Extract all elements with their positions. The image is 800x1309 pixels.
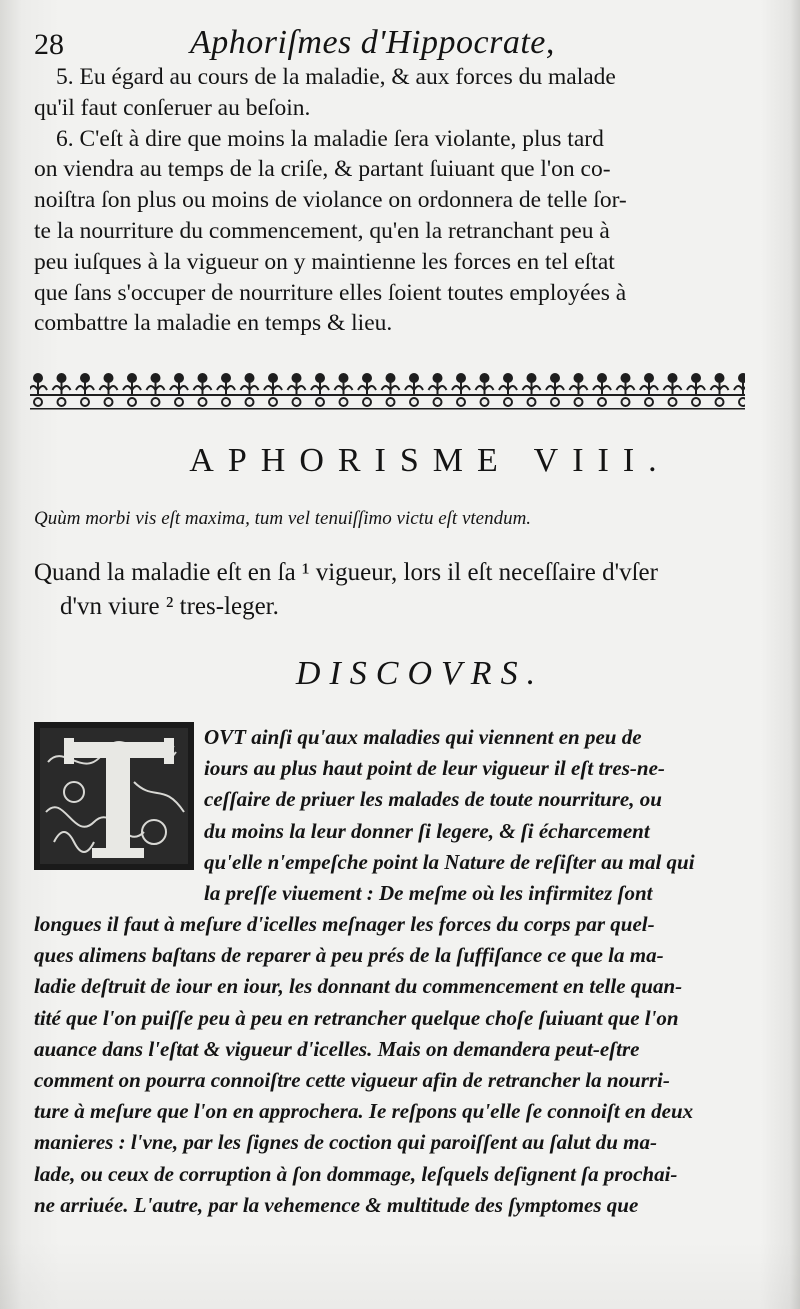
discours-line: ceſſaire de priuer les malades de toute nourriture, ou [204, 787, 662, 812]
note-line: noiſtra ſon plus ou moins de violance on ordonnera de telle ſor- [34, 187, 627, 214]
discours-line: ne arriuée. L'autre, par la vehemence & multitude des ſymptomes que [34, 1192, 639, 1217]
discours-line: auance dans l'eſtat & vigueur d'icelles. Mais on demandera peut-eſtre [34, 1036, 640, 1061]
discours-line: longues il faut à meſure d'icelles meſnager les forces du corps par quel- [34, 912, 655, 936]
fleuron-flower [574, 373, 584, 383]
fleuron-ring [175, 398, 183, 406]
fleuron-ring [669, 398, 677, 406]
fleuron-ring [316, 398, 324, 406]
discours-line: ture à meſure que l'on en approchera. Ie reſpons qu'elle ſe connoiſt en deux [34, 1099, 694, 1124]
fleuron-flower [80, 373, 90, 383]
fleuron-flower [198, 373, 208, 383]
fleuron-flower [292, 373, 302, 383]
note-line: te la nourriture du commencement, qu'en la retranchant peu à [34, 217, 610, 244]
fleuron-ring [716, 398, 724, 406]
fleuron-ring [81, 398, 89, 406]
fleuron-ring [387, 398, 395, 406]
fleuron-ring [199, 398, 207, 406]
discours-line: OVT ainſi qu'aux maladies qui viennent en peu de [204, 725, 642, 749]
fleuron-ring [551, 398, 559, 406]
note-line: 6. C'eſt à dire que moins la maladie ſera violante, plus tard [56, 125, 604, 152]
fleuron-ring [246, 398, 254, 406]
fleuron-ring [434, 398, 442, 406]
fleuron-ring [457, 398, 465, 406]
fleuron-ring [410, 398, 418, 406]
note-line: que ſans s'occuper de nourriture elles ſoient toutes employées à [34, 279, 627, 306]
notes-block [34, 62, 760, 339]
fleuron-flower [362, 373, 372, 383]
fleuron-ring [622, 398, 630, 406]
fleuron-ring [58, 398, 66, 406]
fleuron-flower [456, 373, 466, 383]
fleuron-ring [128, 398, 136, 406]
fleuron-flower [221, 373, 231, 383]
fleuron-ring [363, 398, 371, 406]
fleuron-ring [293, 398, 301, 406]
page-shadow [0, 1240, 800, 1309]
discours-line: qu'elle n'empeſche point la Nature de reſiſter au mal qui [204, 849, 695, 874]
discours-line: comment on pourra connoiſtre cette vigueur afin de retrancher la nourri- [34, 1067, 670, 1092]
discours-line: iours au plus haut point de leur vigueur il eſt tres-ne- [204, 756, 665, 781]
fleuron-ring [222, 398, 230, 406]
fleuron-ring [504, 398, 512, 406]
fleuron-flower [621, 373, 631, 383]
french-line: Quand la maladie eſt en ſa ¹ vigueur, lors il eſt neceſſaire d'vſer [34, 559, 658, 586]
fleuron-flower [715, 373, 725, 383]
fleuron-flower [174, 373, 184, 383]
discours-line: du moins la leur donner ſi legere, & ſi écharcement [204, 818, 650, 843]
fleuron-flower [127, 373, 137, 383]
note-line: peu iuſques à la vigueur on y maintienne les forces en tel eſtat [34, 248, 615, 275]
fleuron-flower [433, 373, 443, 383]
fleuron-flower [691, 373, 701, 383]
fleuron-ring [598, 398, 606, 406]
french-translation [34, 556, 658, 624]
fleuron-ring [152, 398, 160, 406]
fleuron-flower [409, 373, 419, 383]
fleuron-flower [104, 373, 114, 383]
discours-line: tité que l'on puiſſe peu à peu en retrancher quelque choſe ſuiuant que l'on [34, 1005, 679, 1030]
note-line: combattre la maladie en temps & lieu. [34, 310, 393, 337]
running-title: Aphoriſmes d'Hippocrate, [190, 24, 555, 61]
fleuron-flower [503, 373, 513, 383]
discours-line: la preſſe viuement : De meſme où les infirmitez ſont [204, 880, 653, 905]
discours-line: lade, ou ceux de corruption à ſon dommage, leſquels deſignent ſa prochai- [34, 1161, 678, 1186]
fleuron-ring [692, 398, 700, 406]
fleuron-flower [668, 373, 678, 383]
discours-line: ladie deſtruit de iour en iour, les donnant du commencement en telle quan- [34, 974, 683, 999]
fleuron-ring [269, 398, 277, 406]
discours-wrapped-block [204, 722, 764, 909]
fleuron-flower [644, 373, 654, 383]
fleuron-flower [597, 373, 607, 383]
fleuron-flower [245, 373, 255, 383]
fleuron-flower [480, 373, 490, 383]
discours-heading: DISCOVRS. [295, 655, 545, 692]
fleuron-flower [386, 373, 396, 383]
note-line: on viendra au temps de la criſe, & partant ſuiuant que l'on co- [34, 156, 611, 183]
note-line: qu'il faut conſeruer au beſoin. [34, 94, 311, 121]
fleuron-ring [645, 398, 653, 406]
discours-line: manieres : l'vne, par les ſignes de coction qui paroiſſent au ſalut du ma- [34, 1130, 657, 1155]
fleuron-flower [268, 373, 278, 383]
page-number: 28 [34, 28, 64, 61]
fleuron-flower [33, 373, 43, 383]
ornamental-border [30, 370, 745, 414]
fleuron-flower [738, 373, 745, 383]
page-header [30, 22, 750, 66]
decorated-initial-t-icon [34, 722, 194, 870]
aphorism-title: APHORISME VIII. [189, 442, 671, 479]
fleuron-ring [340, 398, 348, 406]
fleuron-flower [315, 373, 325, 383]
fleuron-ring [34, 398, 42, 406]
fleuron-flower [339, 373, 349, 383]
fleuron-ring [528, 398, 536, 406]
discours-full-block [34, 909, 764, 1221]
fleuron-flower [57, 373, 67, 383]
fleuron-ring [481, 398, 489, 406]
french-line: d'vn viure ² tres-leger. [60, 593, 279, 620]
fleuron-flower [550, 373, 560, 383]
fleuron-flower [151, 373, 161, 383]
latin-aphorism: Quùm morbi vis eſt maxima, tum vel tenuiſſimo victu eſt vtendum. [34, 508, 532, 529]
fleuron-ring [739, 398, 745, 406]
fleuron-ring [105, 398, 113, 406]
fleuron-ring [575, 398, 583, 406]
note-line: 5. Eu égard au cours de la maladie, & aux forces du malade [56, 64, 616, 90]
fleuron-flower [527, 373, 537, 383]
discours-line: ques alimens baſtans de reparer à peu prés de la ſuffiſance ce que la ma- [34, 943, 664, 968]
